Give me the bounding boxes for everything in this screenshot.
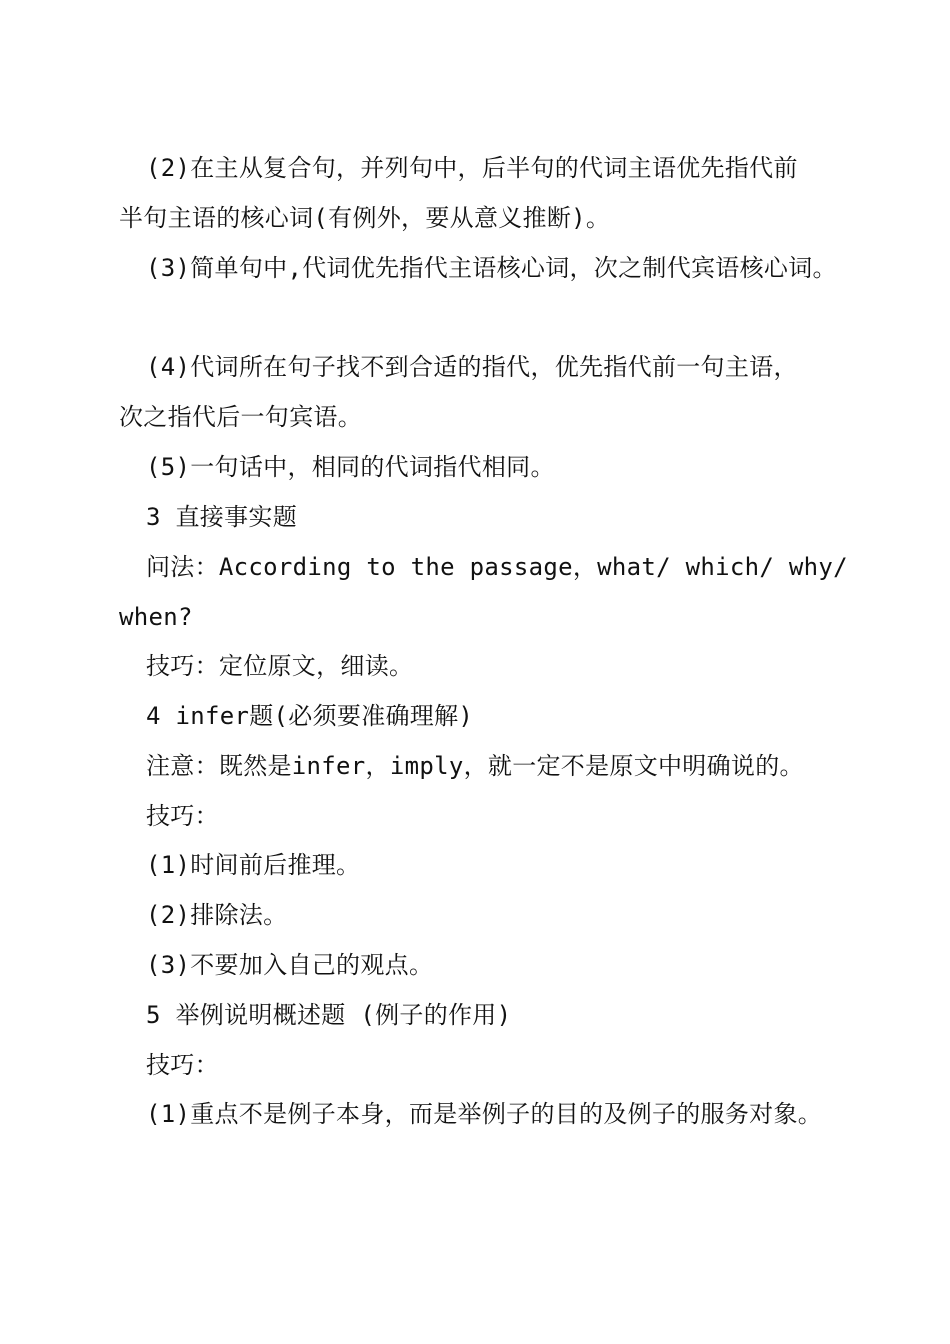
section-heading: 4 infer题(必须要准确理解): [146, 702, 474, 730]
section-heading: 5 举例说明概述题 (例子的作用): [146, 1001, 512, 1029]
paragraph-line: (4)代词所在句子找不到合适的指代，优先指代前一句主语，: [146, 353, 798, 381]
paragraph-line: (2)在主从复合句，并列句中，后半句的代词主语优先指代前: [146, 154, 798, 182]
section-heading: 3 直接事实题: [146, 503, 297, 531]
paragraph-line: 技巧：: [146, 1051, 219, 1079]
paragraph-line: (5)一句话中，相同的代词指代相同。: [146, 453, 555, 481]
paragraph-line: when?: [119, 603, 193, 631]
paragraph-line: 技巧：定位原文，细读。: [146, 652, 414, 680]
paragraph-line: 问法：According to the passage，what/ which/ why/: [146, 553, 848, 581]
list-item: (2)排除法。: [146, 901, 288, 929]
list-item: (1)时间前后推理。: [146, 851, 361, 879]
paragraph-line: 次之指代后一句宾语。: [119, 403, 362, 431]
paragraph-line: 注意：既然是infer，imply，就一定不是原文中明确说的。: [146, 752, 804, 780]
paragraph-line: (3)简单句中,代词优先指代主语核心词，次之制代宾语核心词。: [146, 254, 837, 282]
paragraph-line: 半句主语的核心词(有例外，要从意义推断)。: [119, 204, 611, 232]
paragraph-line: 技巧：: [146, 802, 219, 830]
list-item: (3)不要加入自己的观点。: [146, 951, 434, 979]
list-item: (1)重点不是例子本身，而是举例子的目的及例子的服务对象。: [146, 1100, 823, 1128]
